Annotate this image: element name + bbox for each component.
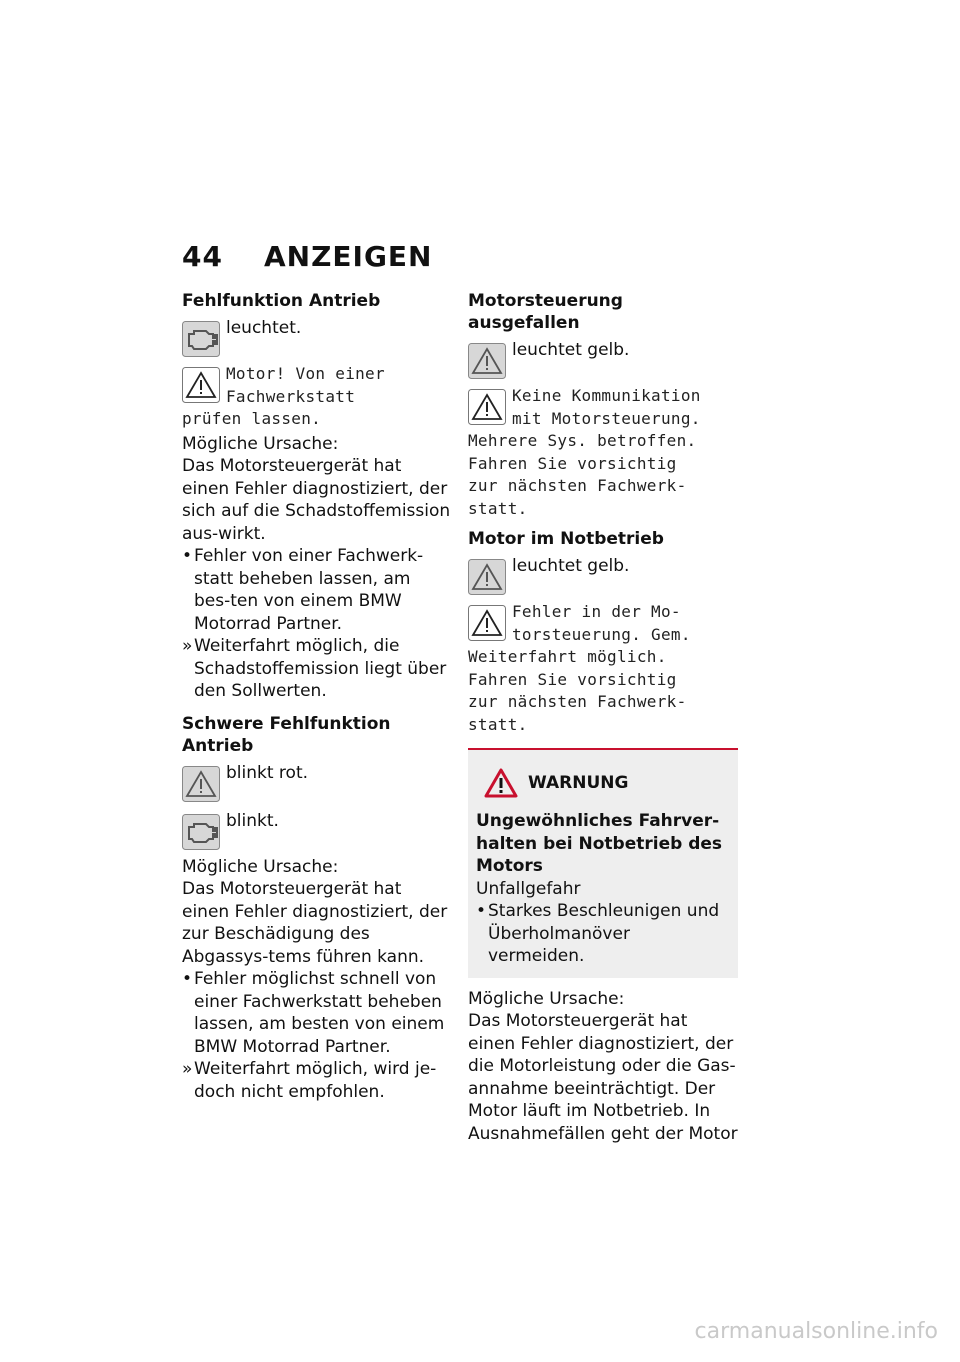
cause-text: Das Motorsteuergerät hat einen Fehler diagnostiziert, der die Motorleistung oder die Gas-annahme beeinträchtigt. Der Motor läuft im Notbetrieb. In Ausnahmefällen geht der Motor [468,1011,738,1144]
warning-triangle-icon [182,766,220,802]
message-line: prüfen lassen. [182,409,322,428]
indicator-row [468,553,738,597]
warning-triangle-icon [468,559,506,595]
engine-warning-icon [182,321,220,357]
bullet-text: Fehler möglichst schnell von einer Fachwerkstatt beheben lassen, am besten von einem BMW Motorrad Partner. [194,969,445,1057]
result-item [182,635,452,703]
message-line: zur nächsten Fachwerk- [468,692,687,711]
warning-label: WARNUNG [528,773,629,793]
warning-triangle-icon [468,605,506,641]
indicator-status: leuchtet gelb. [512,556,630,576]
indicator-status: blinkt. [226,810,279,831]
warning-subtitle: Unfallgefahr [476,878,581,899]
warning-header [476,768,728,798]
message-line: Fahren Sie vorsichtig [468,669,677,689]
section-heading: Motorsteuerung ausgefallen [468,291,623,333]
result-item [182,1058,452,1103]
engine-warning-icon [182,814,220,850]
page-header [182,240,433,273]
cause-label: Mögliche Ursache: [182,856,339,877]
message-line: zur nächsten Fachwerk- [468,476,687,495]
message-line: statt. [468,498,528,518]
message-line: Keine Kommunikation [512,386,701,405]
indicator-status: blinkt rot. [226,762,309,783]
message-line: Fehler in der Mo- [512,602,681,621]
bullet-icon: • [476,901,487,921]
message-line: Fahren Sie vorsichtig [468,453,677,473]
result-arrow-icon: » [182,1059,193,1079]
indicator-row [182,808,452,852]
result-text: Weiterfahrt möglich, die Schadstoffemission liegt über den Sollwerten. [194,636,447,701]
result-arrow-icon: » [182,636,193,656]
display-message [468,601,738,736]
message-line: Fachwerkstatt [226,386,356,406]
section-heading: Motor im Notbetrieb [468,529,664,549]
display-message [182,363,452,431]
indicator-status: leuchtet. [226,318,302,338]
section-heading: Fehlfunktion Antrieb [182,291,381,311]
display-message [468,385,738,520]
cause-text: Das Motorsteuergerät hat einen Fehler diagnostiziert, der sich auf die Schadstoffemission aus-wirkt. [182,456,451,544]
left-column [182,290,452,1103]
result-text: Weiterfahrt möglich, wird je-doch nicht empfohlen. [194,1059,437,1102]
action-bullet [182,545,452,635]
warning-triangle-icon [468,343,506,379]
warning-triangle-icon [484,768,518,798]
indicator-row [182,315,452,359]
bullet-text: Fehler von einer Fachwerk-statt beheben lassen, am bes-ten von einem BMW Motorrad Partner. [194,546,424,634]
action-bullet [182,968,452,1058]
warning-title: Ungewöhnliches Fahrver-halten bei Notbetrieb des Motors [476,811,723,876]
message-line: Motor! Von einer [226,364,385,383]
indicator-row [468,337,738,381]
indicator-status: leuchtet gelb. [512,340,630,360]
cause-label: Mögliche Ursache: [182,433,339,454]
warning-triangle-icon [468,389,506,425]
message-line: mit Motorsteuerung. [512,408,701,428]
message-line: torsteuerung. Gem. [512,624,691,644]
page-number: 44 [182,240,223,273]
cause-text: Das Motorsteuergerät hat einen Fehler diagnostiziert, der zur Beschädigung des Abgassys-tems führen kann. [182,879,448,967]
bullet-icon: • [182,969,193,989]
warning-bullet [476,900,728,968]
indicator-row [182,760,452,804]
warning-triangle-icon [182,367,220,403]
right-column [468,290,738,1145]
message-line: Mehrere Sys. betroffen. [468,431,697,450]
cause-label: Mögliche Ursache: [468,988,625,1009]
message-line: Weiterfahrt möglich. [468,647,667,666]
warning-box [468,748,738,978]
message-line: statt. [468,714,528,734]
section-heading: Schwere Fehlfunktion Antrieb [182,713,391,756]
watermark: carmanualsonline.info [694,1319,938,1344]
bullet-icon: • [182,546,193,566]
page-title: ANZEIGEN [264,240,433,273]
bullet-text: Starkes Beschleunigen und Überholmanöver vermeiden. [488,901,720,966]
